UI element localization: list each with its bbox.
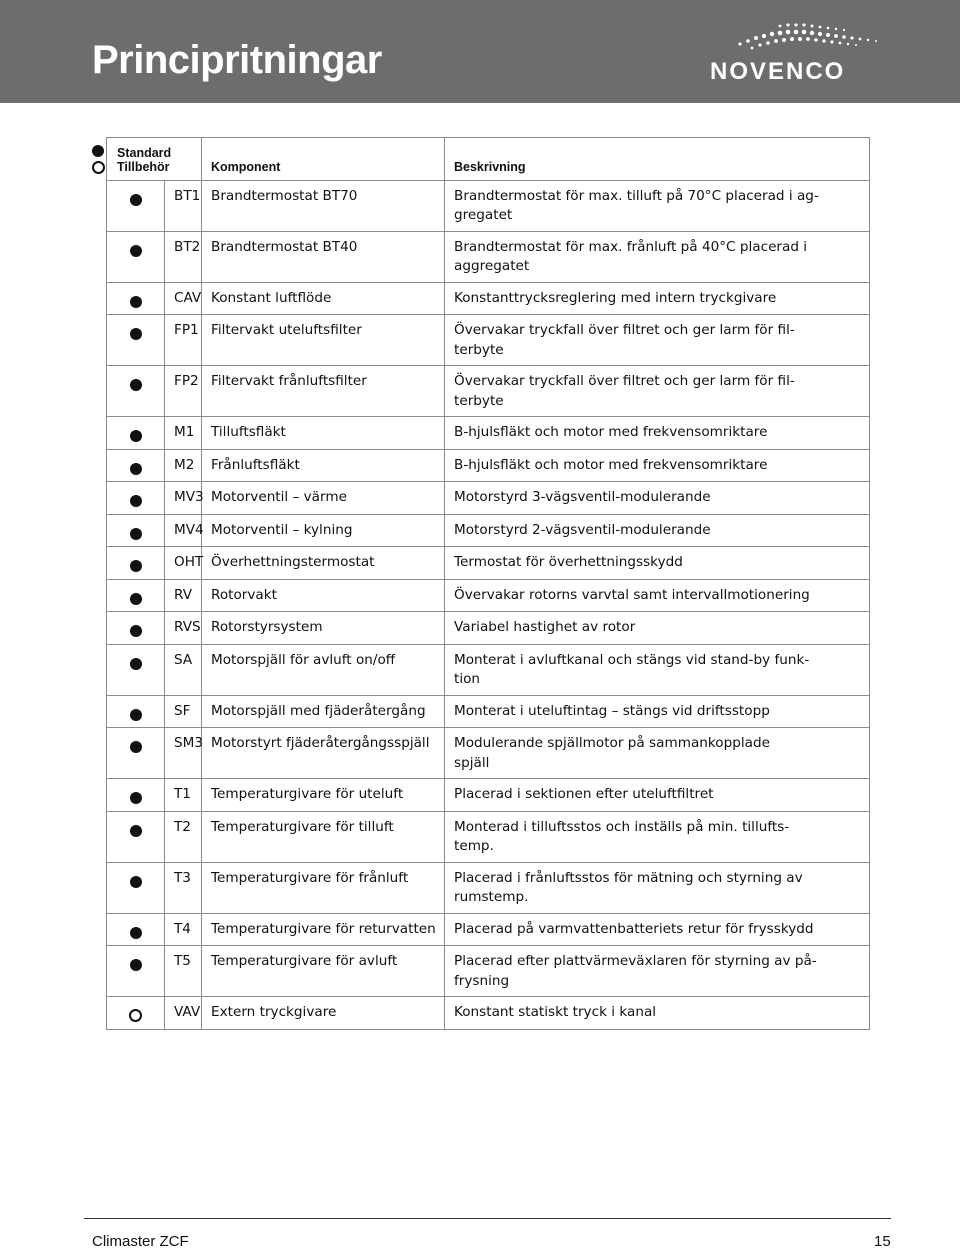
component-name: Brandtermostat BT70 [202,180,445,231]
table-body [107,180,870,1029]
component-description: Konstanttrycksreglering med intern tryckgivare [445,282,870,315]
filled-circle-icon [130,741,142,753]
component-code: FP2 [165,366,202,417]
component-code: FP1 [165,315,202,366]
row-marker [107,282,165,315]
page-title: Principritningar [92,38,382,82]
component-name: Motorspjäll med fjäderåtergång [202,695,445,728]
row-marker [107,449,165,482]
component-description: Placerad på varmvattenbatteriets retur för frysskydd [445,913,870,946]
component-code: BT2 [165,231,202,282]
filled-circle-icon [130,245,142,257]
component-name: Filtervakt uteluftsfilter [202,315,445,366]
component-description: Variabel hastighet av rotor [445,612,870,645]
page-number: 15 [874,1233,891,1250]
row-marker [107,811,165,862]
novenco-logo [700,22,900,86]
table-row [107,811,870,862]
table-row [107,366,870,417]
row-marker [107,579,165,612]
filled-circle-icon [130,379,142,391]
component-description: Placerad i sektionen efter uteluftfiltret [445,779,870,812]
filled-circle-icon [130,528,142,540]
legend-accessory-label: Tillbehör [117,160,170,174]
row-marker [107,644,165,695]
table-row [107,728,870,779]
table-row [107,482,870,515]
row-marker [107,366,165,417]
filled-circle-icon [130,709,142,721]
component-code: MV3 [165,482,202,515]
row-marker [107,779,165,812]
component-name: Motorventil – kylning [202,514,445,547]
component-name: Konstant luftflöde [202,282,445,315]
component-name: Motorspjäll för avluft on/off [202,644,445,695]
component-name: Rotorvakt [202,579,445,612]
component-code: M1 [165,417,202,450]
table-row [107,449,870,482]
table-row [107,282,870,315]
row-marker [107,913,165,946]
footer-product: Climaster ZCF [92,1233,189,1250]
component-name: Frånluftsfläkt [202,449,445,482]
component-code: MV4 [165,514,202,547]
filled-circle-icon [130,625,142,637]
component-description: Monterad i tilluftsstos och inställs på min. tillufts- temp. [445,811,870,862]
component-description: Övervakar tryckfall över filtret och ger larm för fil- terbyte [445,366,870,417]
filled-circle-icon [130,876,142,888]
filled-circle-icon [130,792,142,804]
footer-divider [84,1218,891,1219]
component-name: Temperaturgivare för returvatten [202,913,445,946]
filled-circle-icon [130,560,142,572]
table-row [107,231,870,282]
component-description: B-hjulsfläkt och motor med frekvensomriktare [445,417,870,450]
row-marker [107,315,165,366]
table-row [107,514,870,547]
component-table [106,137,870,1030]
row-marker [107,231,165,282]
row-marker [107,695,165,728]
row-marker [107,612,165,645]
component-description: Placerad i frånluftsstos för mätning och styrning av rumstemp. [445,862,870,913]
component-code: SA [165,644,202,695]
component-description: Modulerande spjällmotor på sammankopplade spjäll [445,728,870,779]
table-row [107,862,870,913]
component-description: Övervakar tryckfall över filtret och ger larm för fil- terbyte [445,315,870,366]
component-description: B-hjulsfläkt och motor med frekvensomriktare [445,449,870,482]
filled-circle-icon [130,495,142,507]
component-code: SM3 [165,728,202,779]
legend-header [107,138,202,181]
component-code: T2 [165,811,202,862]
table-row [107,315,870,366]
table-row [107,913,870,946]
component-name: Temperaturgivare för uteluft [202,779,445,812]
filled-circle-icon [92,145,104,157]
filled-circle-icon [130,430,142,442]
filled-circle-icon [130,959,142,971]
row-marker [107,728,165,779]
component-description: Monterat i uteluftintag – stängs vid driftsstopp [445,695,870,728]
row-marker [107,946,165,997]
component-description: Konstant statiskt tryck i kanal [445,997,870,1030]
component-name: Motorstyrt fjäderåtergångsspjäll [202,728,445,779]
table-row [107,417,870,450]
component-code: M2 [165,449,202,482]
component-description: Övervakar rotorns varvtal samt intervallmotionering [445,579,870,612]
filled-circle-icon [130,593,142,605]
filled-circle-icon [130,825,142,837]
component-description: Brandtermostat för max. frånluft på 40°C placerad i aggregatet [445,231,870,282]
component-description: Placerad efter plattvärmeväxlaren för styrning av på- frysning [445,946,870,997]
open-circle-icon [92,161,105,174]
component-description: Termostat för överhettningsskydd [445,547,870,580]
component-code: T4 [165,913,202,946]
component-code: T3 [165,862,202,913]
filled-circle-icon [130,328,142,340]
filled-circle-icon [130,658,142,670]
component-code: BT1 [165,180,202,231]
novenco-wave-icon [730,22,900,54]
row-marker [107,482,165,515]
table-header-row [107,138,870,181]
description-column-header: Beskrivning [445,138,870,181]
component-name: Extern tryckgivare [202,997,445,1030]
filled-circle-icon [130,463,142,475]
component-description: Motorstyrd 2-vägsventil-modulerande [445,514,870,547]
component-code: T5 [165,946,202,997]
component-description: Monterat i avluftkanal och stängs vid stand-by funk- tion [445,644,870,695]
open-circle-icon [129,1009,142,1022]
component-column-header: Komponent [202,138,445,181]
table-row [107,997,870,1030]
table-row [107,779,870,812]
table-row [107,579,870,612]
row-marker [107,997,165,1030]
table-row [107,946,870,997]
component-description: Motorstyrd 3-vägsventil-modulerande [445,482,870,515]
table-row [107,547,870,580]
component-name: Filtervakt frånluftsfilter [202,366,445,417]
header-bar [0,0,960,103]
component-code: RV [165,579,202,612]
table-row [107,644,870,695]
component-name: Motorventil – värme [202,482,445,515]
legend-standard-label: Standard [117,146,172,160]
row-marker [107,180,165,231]
component-code: CAV [165,282,202,315]
brand-name: NOVENCO [710,58,846,85]
row-marker [107,547,165,580]
component-name: Temperaturgivare för frånluft [202,862,445,913]
component-name: Tilluftsfläkt [202,417,445,450]
component-name: Temperaturgivare för avluft [202,946,445,997]
filled-circle-icon [130,927,142,939]
component-code: VAV [165,997,202,1030]
table-row [107,695,870,728]
filled-circle-icon [130,194,142,206]
row-marker [107,514,165,547]
filled-circle-icon [130,296,142,308]
component-code: T1 [165,779,202,812]
component-name: Brandtermostat BT40 [202,231,445,282]
component-name: Överhettningstermostat [202,547,445,580]
component-name: Rotorstyrsystem [202,612,445,645]
table-row [107,180,870,231]
component-code: RVS [165,612,202,645]
row-marker [107,862,165,913]
component-description: Brandtermostat för max. tilluft på 70°C placerad i ag- gregatet [445,180,870,231]
component-name: Temperaturgivare för tilluft [202,811,445,862]
component-code: OHT [165,547,202,580]
table-row [107,612,870,645]
component-code: SF [165,695,202,728]
row-marker [107,417,165,450]
